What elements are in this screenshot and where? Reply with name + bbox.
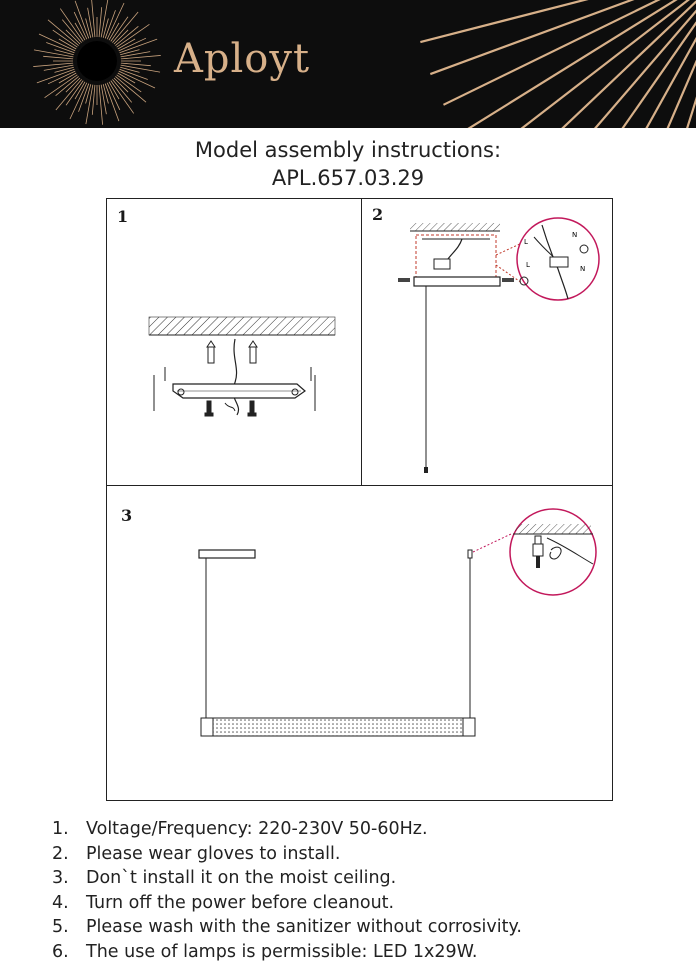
wire-label-n: N — [572, 231, 578, 239]
step-number: 2 — [372, 205, 384, 224]
wire-label-n: N — [580, 265, 586, 273]
list-item: 2. Please wear gloves to install. — [52, 843, 341, 864]
model-number: APL.657.03.29 — [271, 166, 425, 190]
sunburst-decoration — [0, 0, 696, 128]
step-2-panel — [361, 198, 613, 486]
brand-logo: Aployt — [174, 36, 311, 82]
ceiling-mount-diagram — [107, 199, 363, 487]
list-item: 5. Please wash with the sanitizer without corrosivity. — [52, 917, 522, 937]
step-3-panel — [106, 485, 613, 801]
list-item: 3. Don`t install it on the moist ceiling. — [52, 868, 397, 888]
document-title: Model assembly instructions: — [194, 138, 502, 162]
list-item: 6. The use of lamps is permissible: LED 1x29W. — [52, 941, 478, 962]
safety-notes-list — [52, 817, 522, 964]
step-number: 3 — [121, 506, 133, 525]
step-1-panel — [106, 198, 362, 486]
pendant-lamp-diagram — [107, 486, 614, 802]
list-item: 4. Turn off the power before cleanout. — [52, 892, 395, 913]
wire-label-l: L — [526, 261, 530, 269]
step-number: 1 — [117, 207, 129, 226]
header-banner — [0, 0, 696, 128]
list-item: 1. Voltage/Frequency: 220-230V 50-60Hz. — [52, 819, 428, 839]
wiring-diagram — [362, 199, 614, 487]
wire-label-l: L — [524, 238, 528, 246]
